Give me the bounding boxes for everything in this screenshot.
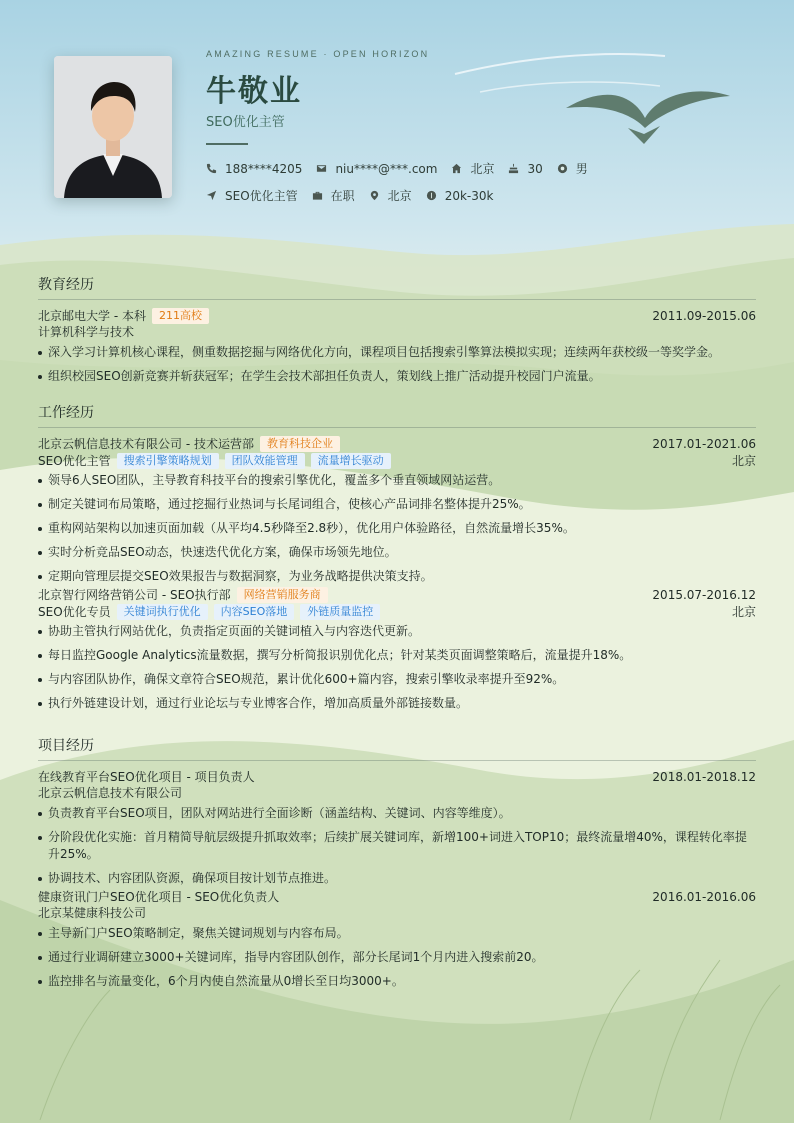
section-title: 工作经历 bbox=[38, 402, 756, 428]
education-header-row bbox=[38, 307, 756, 324]
education-section bbox=[38, 274, 756, 392]
school-name: 北京邮电大学 - 本科 bbox=[38, 309, 146, 323]
project-date: 2018.01-2018.12 bbox=[652, 769, 756, 784]
work-section bbox=[38, 402, 756, 719]
salary-text: 20k-30k bbox=[444, 188, 494, 203]
list-item: 实时分析竞品SEO动态，快速迭代优化方案，确保市场领先地位。 bbox=[38, 544, 756, 561]
education-bullets bbox=[38, 344, 756, 385]
work-date: 2017.01-2021.06 bbox=[652, 436, 756, 451]
list-item: 重构网站架构以加速页面加载（从平均4.5秒降至2.8秒），优化用户体验路径，自然流量增长35%。 bbox=[38, 520, 756, 537]
list-item: 与内容团队协作，确保文章符合SEO规范，累计优化600+篇内容，搜索引擎收录率提升至92%。 bbox=[38, 671, 756, 688]
project-header-row bbox=[38, 888, 756, 905]
company-name: 北京云帆信息技术有限公司 - 技术运营部 bbox=[38, 437, 254, 451]
info-email bbox=[316, 162, 437, 176]
gender-icon bbox=[557, 163, 568, 174]
home-icon bbox=[451, 163, 462, 174]
project-header-row bbox=[38, 768, 756, 785]
project-org: 北京某健康科技公司 bbox=[38, 906, 147, 920]
info-status bbox=[312, 187, 355, 204]
resume-tagline: AMAZING RESUME · OPEN HORIZON bbox=[206, 49, 430, 59]
work-city: 北京 bbox=[731, 605, 756, 619]
avatar-photo bbox=[54, 56, 172, 198]
section-title: 教育经历 bbox=[38, 274, 756, 300]
candidate-name: 牛敬业 bbox=[206, 74, 302, 109]
job-info-row bbox=[206, 187, 507, 204]
list-item: 定期向管理层提交SEO效果报告与数据洞察，为业务战略提供决策支持。 bbox=[38, 568, 756, 585]
work-city: 北京 bbox=[731, 454, 756, 468]
mail-icon bbox=[316, 163, 327, 174]
education-date: 2011.09-2015.06 bbox=[652, 308, 756, 323]
info-home bbox=[451, 160, 494, 177]
list-item: 执行外链建设计划，通过行业论坛与专业博客合作，增加高质量外部链接数量。 bbox=[38, 695, 756, 712]
briefcase-icon bbox=[312, 190, 323, 201]
skill-tag: 内容SEO落地 bbox=[214, 604, 295, 620]
info-age bbox=[508, 162, 542, 176]
location-pin-icon bbox=[369, 190, 380, 201]
info-target-role bbox=[206, 187, 298, 204]
list-item: 主导新门户SEO策略制定，聚焦关键词规划与内容布局。 bbox=[38, 925, 756, 942]
list-item: 组织校园SEO创新竞赛并斩获冠军；在学生会技术部担任负责人，策划线上推广活动提升校园门户流量。 bbox=[38, 368, 756, 385]
phone-text: 188****4205 bbox=[225, 161, 303, 176]
age-text: 30 bbox=[527, 161, 543, 176]
target-role-text: SEO优化主管 bbox=[225, 189, 298, 203]
list-item: 通过行业调研建立3000+关键词库，指导内容团队创作，部分长尾词1个月内进入搜索前20。 bbox=[38, 949, 756, 966]
skill-tag: 团队效能管理 bbox=[225, 453, 305, 469]
skill-tag: 关键词执行优化 bbox=[117, 604, 208, 620]
project-bullets bbox=[38, 805, 756, 887]
project-name: 在线教育平台SEO优化项目 - 项目负责人 bbox=[38, 770, 255, 784]
skill-tag: 搜索引擎策略规划 bbox=[117, 453, 219, 469]
list-item: 监控排名与流量变化，6个月内使自然流量从0增长至日均3000+。 bbox=[38, 973, 756, 990]
skill-tag: 外链质量监控 bbox=[300, 604, 380, 620]
project-date: 2016.01-2016.06 bbox=[652, 889, 756, 904]
list-item: 制定关键词布局策略，通过挖掘行业热词与长尾词组合，使核心产品词排名整体提升25%。 bbox=[38, 496, 756, 513]
target-city-text: 北京 bbox=[387, 189, 412, 203]
work-role-row bbox=[38, 452, 756, 469]
person-portrait-icon bbox=[54, 56, 172, 198]
work-header-row bbox=[38, 586, 756, 603]
work-bullets bbox=[38, 472, 756, 585]
info-salary bbox=[426, 189, 494, 203]
role-name: SEO优化主管 bbox=[38, 454, 111, 468]
status-text: 在职 bbox=[330, 189, 355, 203]
work-bullets bbox=[38, 623, 756, 712]
title-divider bbox=[206, 143, 248, 145]
section-title: 项目经历 bbox=[38, 735, 756, 761]
project-name: 健康资讯门户SEO优化项目 - SEO优化负责人 bbox=[38, 890, 280, 904]
major-text: 计算机科学与技术 bbox=[38, 325, 135, 339]
candidate-title: SEO优化主管 bbox=[206, 115, 285, 130]
list-item: 协助主管执行网站优化，负责指定页面的关键词植入与内容迭代更新。 bbox=[38, 623, 756, 640]
cake-icon bbox=[508, 163, 519, 174]
phone-icon bbox=[206, 163, 217, 174]
list-item: 负责教育平台SEO项目，团队对网站进行全面诊断（涵盖结构、关键词、内容等维度）。 bbox=[38, 805, 756, 822]
work-header-row bbox=[38, 435, 756, 452]
gender-text: 男 bbox=[575, 162, 588, 176]
info-phone bbox=[206, 162, 302, 176]
project-org: 北京云帆信息技术有限公司 bbox=[38, 786, 183, 800]
list-item: 分阶段优化实施：首月精简导航层级提升抓取效率；后续扩展关键词库，新增100+词进入TOP10；最终流量增40%，课程转化率提升25%。 bbox=[38, 829, 756, 863]
list-item: 领导6人SEO团队，主导教育科技平台的搜索引擎优化，覆盖多个垂直领域网站运营。 bbox=[38, 472, 756, 489]
school-tag: 211高校 bbox=[152, 308, 209, 324]
info-gender bbox=[557, 160, 588, 177]
list-item: 深入学习计算机核心课程，侧重数据挖掘与网络优化方向，课程项目包括搜索引擎算法模拟实现；连续两年获校级一等奖学金。 bbox=[38, 344, 756, 361]
money-icon bbox=[426, 190, 437, 201]
list-item: 协调技术、内容团队资源，确保项目按计划节点推进。 bbox=[38, 870, 756, 887]
company-tag: 网络营销服务商 bbox=[237, 587, 328, 603]
company-tag: 教育科技企业 bbox=[260, 436, 340, 452]
work-date: 2015.07-2016.12 bbox=[652, 587, 756, 602]
company-name: 北京智行网络营销公司 - SEO执行部 bbox=[38, 588, 231, 602]
skill-tag: 流量增长驱动 bbox=[311, 453, 391, 469]
contact-info-row bbox=[206, 160, 602, 177]
project-bullets bbox=[38, 925, 756, 990]
home-text: 北京 bbox=[470, 162, 495, 176]
list-item: 每日监控Google Analytics流量数据，撰写分析简报识别优化点；针对某类页面调整策略后，流量提升18%。 bbox=[38, 647, 756, 664]
email-text: niu****@***.com bbox=[335, 161, 438, 176]
role-name: SEO优化专员 bbox=[38, 605, 111, 619]
work-role-row bbox=[38, 603, 756, 620]
send-icon bbox=[206, 190, 217, 201]
projects-section bbox=[38, 735, 756, 997]
info-target-city bbox=[369, 187, 412, 204]
